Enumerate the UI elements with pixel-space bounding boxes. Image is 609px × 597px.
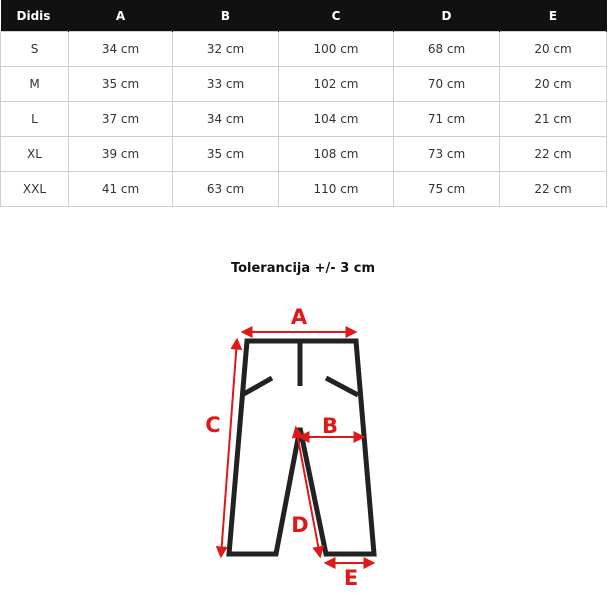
table-cell: 35 cm <box>173 137 279 172</box>
table-cell: 21 cm <box>500 102 607 137</box>
table-cell: S <box>1 32 69 67</box>
tolerance-note: Tolerancija +/- 3 cm <box>230 261 376 276</box>
table-cell: 110 cm <box>279 172 394 207</box>
size-table <box>0 0 607 207</box>
label-c: C <box>205 413 221 437</box>
table-cell: 20 cm <box>500 67 607 102</box>
table-cell: 73 cm <box>394 137 500 172</box>
table-row <box>1 172 607 207</box>
table-cell: 34 cm <box>173 102 279 137</box>
table-cell: 37 cm <box>69 102 173 137</box>
table-cell: L <box>1 102 69 137</box>
table-cell: 41 cm <box>69 172 173 207</box>
header-c: C <box>279 0 394 32</box>
table-row <box>1 102 607 137</box>
table-header-row <box>1 0 607 32</box>
header-d: D <box>394 0 500 32</box>
table-cell: 70 cm <box>394 67 500 102</box>
header-b: B <box>173 0 279 32</box>
table-cell: 39 cm <box>69 137 173 172</box>
table-cell: 20 cm <box>500 32 607 67</box>
table-cell: 22 cm <box>500 137 607 172</box>
table-cell: M <box>1 67 69 102</box>
table-cell: 102 cm <box>279 67 394 102</box>
table-cell: XXL <box>1 172 69 207</box>
label-d: D <box>291 513 309 537</box>
table-row <box>1 32 607 67</box>
table-row <box>1 137 607 172</box>
header-a: A <box>69 0 173 32</box>
table-cell: 35 cm <box>69 67 173 102</box>
table-cell: 108 cm <box>279 137 394 172</box>
table-cell: 71 cm <box>394 102 500 137</box>
label-e: E <box>343 566 359 590</box>
table-cell: 104 cm <box>279 102 394 137</box>
table-cell: 63 cm <box>173 172 279 207</box>
label-a: A <box>290 305 308 329</box>
label-b: B <box>321 414 339 438</box>
table-cell: 100 cm <box>279 32 394 67</box>
table-cell: XL <box>1 137 69 172</box>
table-cell: 22 cm <box>500 172 607 207</box>
table-cell: 32 cm <box>173 32 279 67</box>
table-cell: 75 cm <box>394 172 500 207</box>
table-row <box>1 67 607 102</box>
table-cell: 68 cm <box>394 32 500 67</box>
header-e: E <box>500 0 607 32</box>
pants-measurement-diagram <box>195 300 395 592</box>
table-cell: 34 cm <box>69 32 173 67</box>
table-cell: 33 cm <box>173 67 279 102</box>
measure-c-line <box>221 340 237 556</box>
header-size: Didis <box>1 0 69 32</box>
